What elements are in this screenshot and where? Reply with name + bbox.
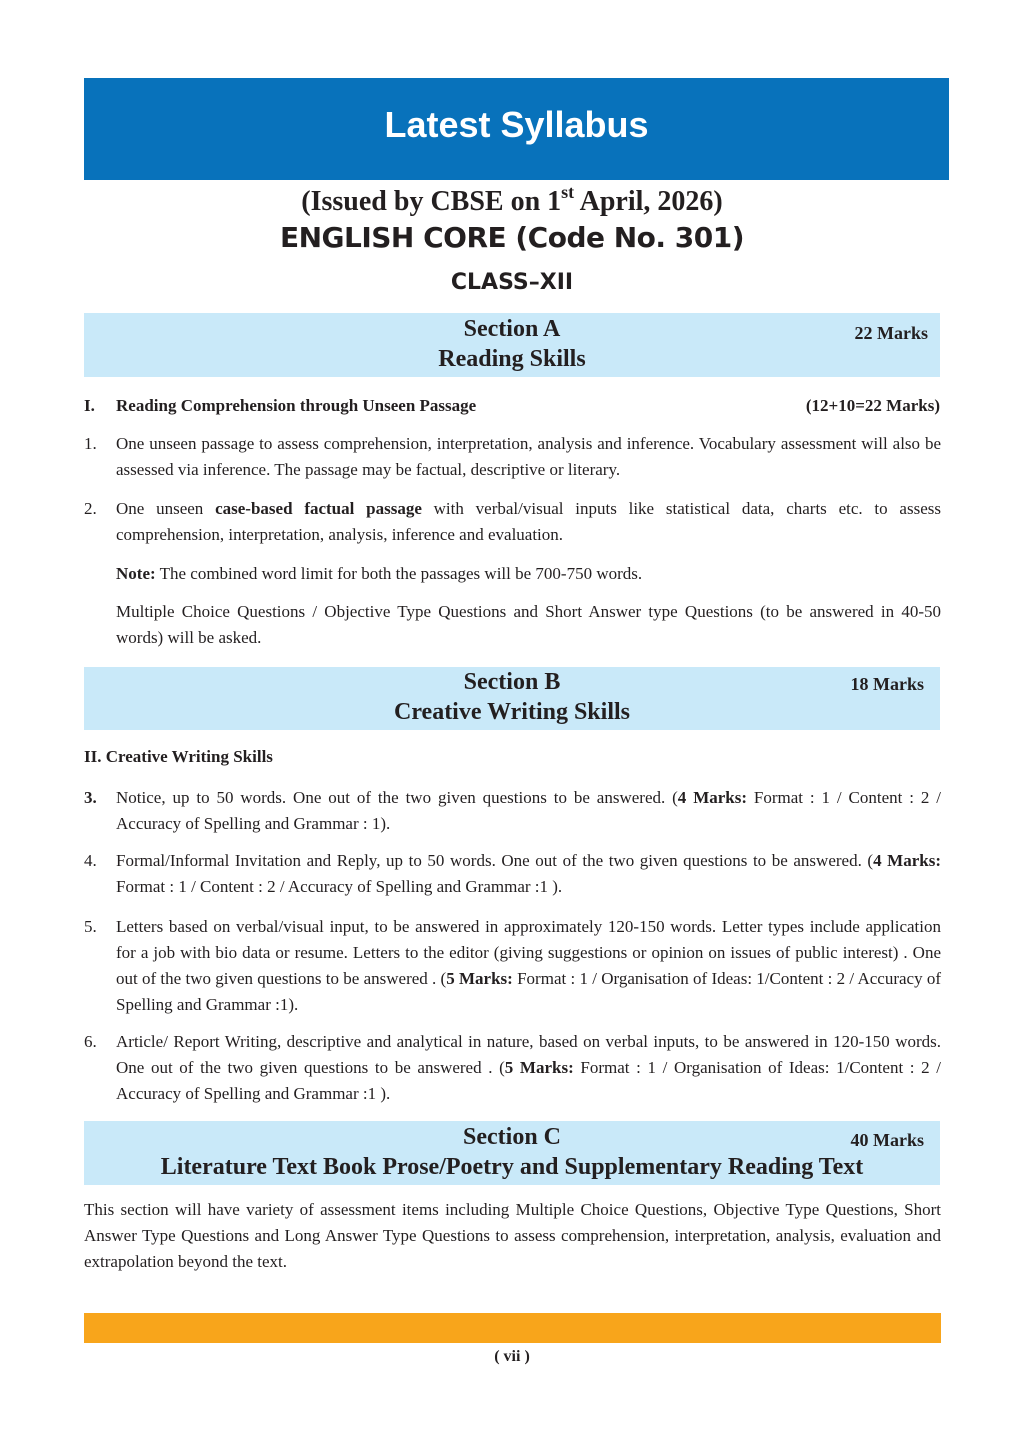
section-b-marks: 18 Marks	[850, 674, 924, 694]
heading-number: I.	[84, 396, 95, 415]
item-3-text: Notice, up to 50 words. One out of the two given questions to be answered. (4 Marks: Format : 1 / Content : 2 / Accuracy of Spelling and Grammar : 1).	[116, 788, 941, 833]
title-banner	[84, 78, 949, 180]
issued-superscript: st	[561, 182, 575, 202]
subject-title: ENGLISH CORE (Code No. 301)	[279, 221, 745, 254]
section-c-text: This section will have variety of assessment items including Multiple Choice Questions, Objective Type Questions, Short Answer Type Questions and Long Answer Type Questions to assess comprehension, interpretation, analysis, evaluation and extrapolation beyond the text.	[84, 1200, 941, 1271]
section-c-marks: 40 Marks	[850, 1130, 924, 1150]
item-number: 1.	[84, 434, 97, 453]
note-text: Note: The combined word limit for both the passages will be 700-750 words.	[116, 564, 643, 583]
section-b-subtitle: Creative Writing Skills	[393, 699, 630, 725]
section-c-band	[84, 1121, 940, 1185]
page-title: Latest Syllabus	[384, 104, 649, 145]
item-5-text: Letters based on verbal/visual input, to be answered in approximately 120-150 words. Letter types include application for a job with bio data or resume. Letters to the editor (giving suggestions or opinion on issues of public interest) . One out of the two given questions to be answered . (5 Marks: Format : 1 / Organisation of Ideas: 1/Content : 2 / Accuracy of Spelling and Grammar :1).	[116, 917, 942, 1014]
item-number: 6.	[84, 1032, 97, 1051]
item-2-text: One unseen case-based factual passage with verbal/visual inputs like statistical data, charts etc. to assess comprehension, interpretation, analysis, inference and evaluation.	[116, 499, 941, 544]
item-number: 2.	[84, 499, 97, 518]
section-c-subtitle: Literature Text Book Prose/Poetry and Supplementary Reading Text	[160, 1154, 864, 1180]
section-a-heading-marks: (12+10=22 Marks)	[805, 396, 940, 415]
item-number: 4.	[84, 851, 97, 870]
section-b-heading: II. Creative Writing Skills	[84, 747, 273, 766]
mcq-text: Multiple Choice Questions / Objective Type Questions and Short Answer type Questions (to be answered in 40-50 words) will be asked.	[116, 602, 941, 647]
section-a-band	[84, 313, 940, 377]
section-c-title: Section C	[463, 1124, 561, 1150]
section-a-marks: 22 Marks	[854, 323, 928, 343]
item-number: 3.	[84, 788, 97, 807]
section-a-title: Section A	[463, 316, 561, 342]
item-1-text: One unseen passage to assess comprehension, interpretation, analysis and inference. Vocabulary assessment will also be assessed via inference. The passage may be factual, descriptive or literary.	[116, 434, 941, 479]
class-title: CLASS–XII	[450, 270, 574, 295]
item-6-text: Article/ Report Writing, descriptive and analytical in nature, based on verbal inputs, to be answered in 120-150 words. One out of the two given questions to be answered . (5 Marks: Format : 1 / Organisation of Ideas: 1/Content : 2 / Accuracy of Spelling and Grammar :1 ).	[116, 1032, 942, 1103]
item-number: 5.	[84, 917, 97, 936]
section-a-subtitle: Reading Skills	[438, 346, 586, 372]
footer-bar	[84, 1313, 941, 1343]
issued-suffix: April, 2026)	[574, 186, 723, 217]
section-b-title: Section B	[463, 669, 561, 695]
page-number: ( vii )	[494, 1348, 530, 1365]
issued-prefix: (Issued by CBSE on 1	[301, 186, 562, 217]
item-4-text: Formal/Informal Invitation and Reply, up to 50 words. One out of the two given questions to be answered. (4 Marks: Format : 1 / Content : 2 / Accuracy of Spelling and Grammar :1 ).	[116, 851, 941, 896]
section-b-band	[84, 667, 940, 730]
section-a-heading: Reading Comprehension through Unseen Passage	[116, 396, 477, 415]
issued-line	[0, 182, 1024, 218]
